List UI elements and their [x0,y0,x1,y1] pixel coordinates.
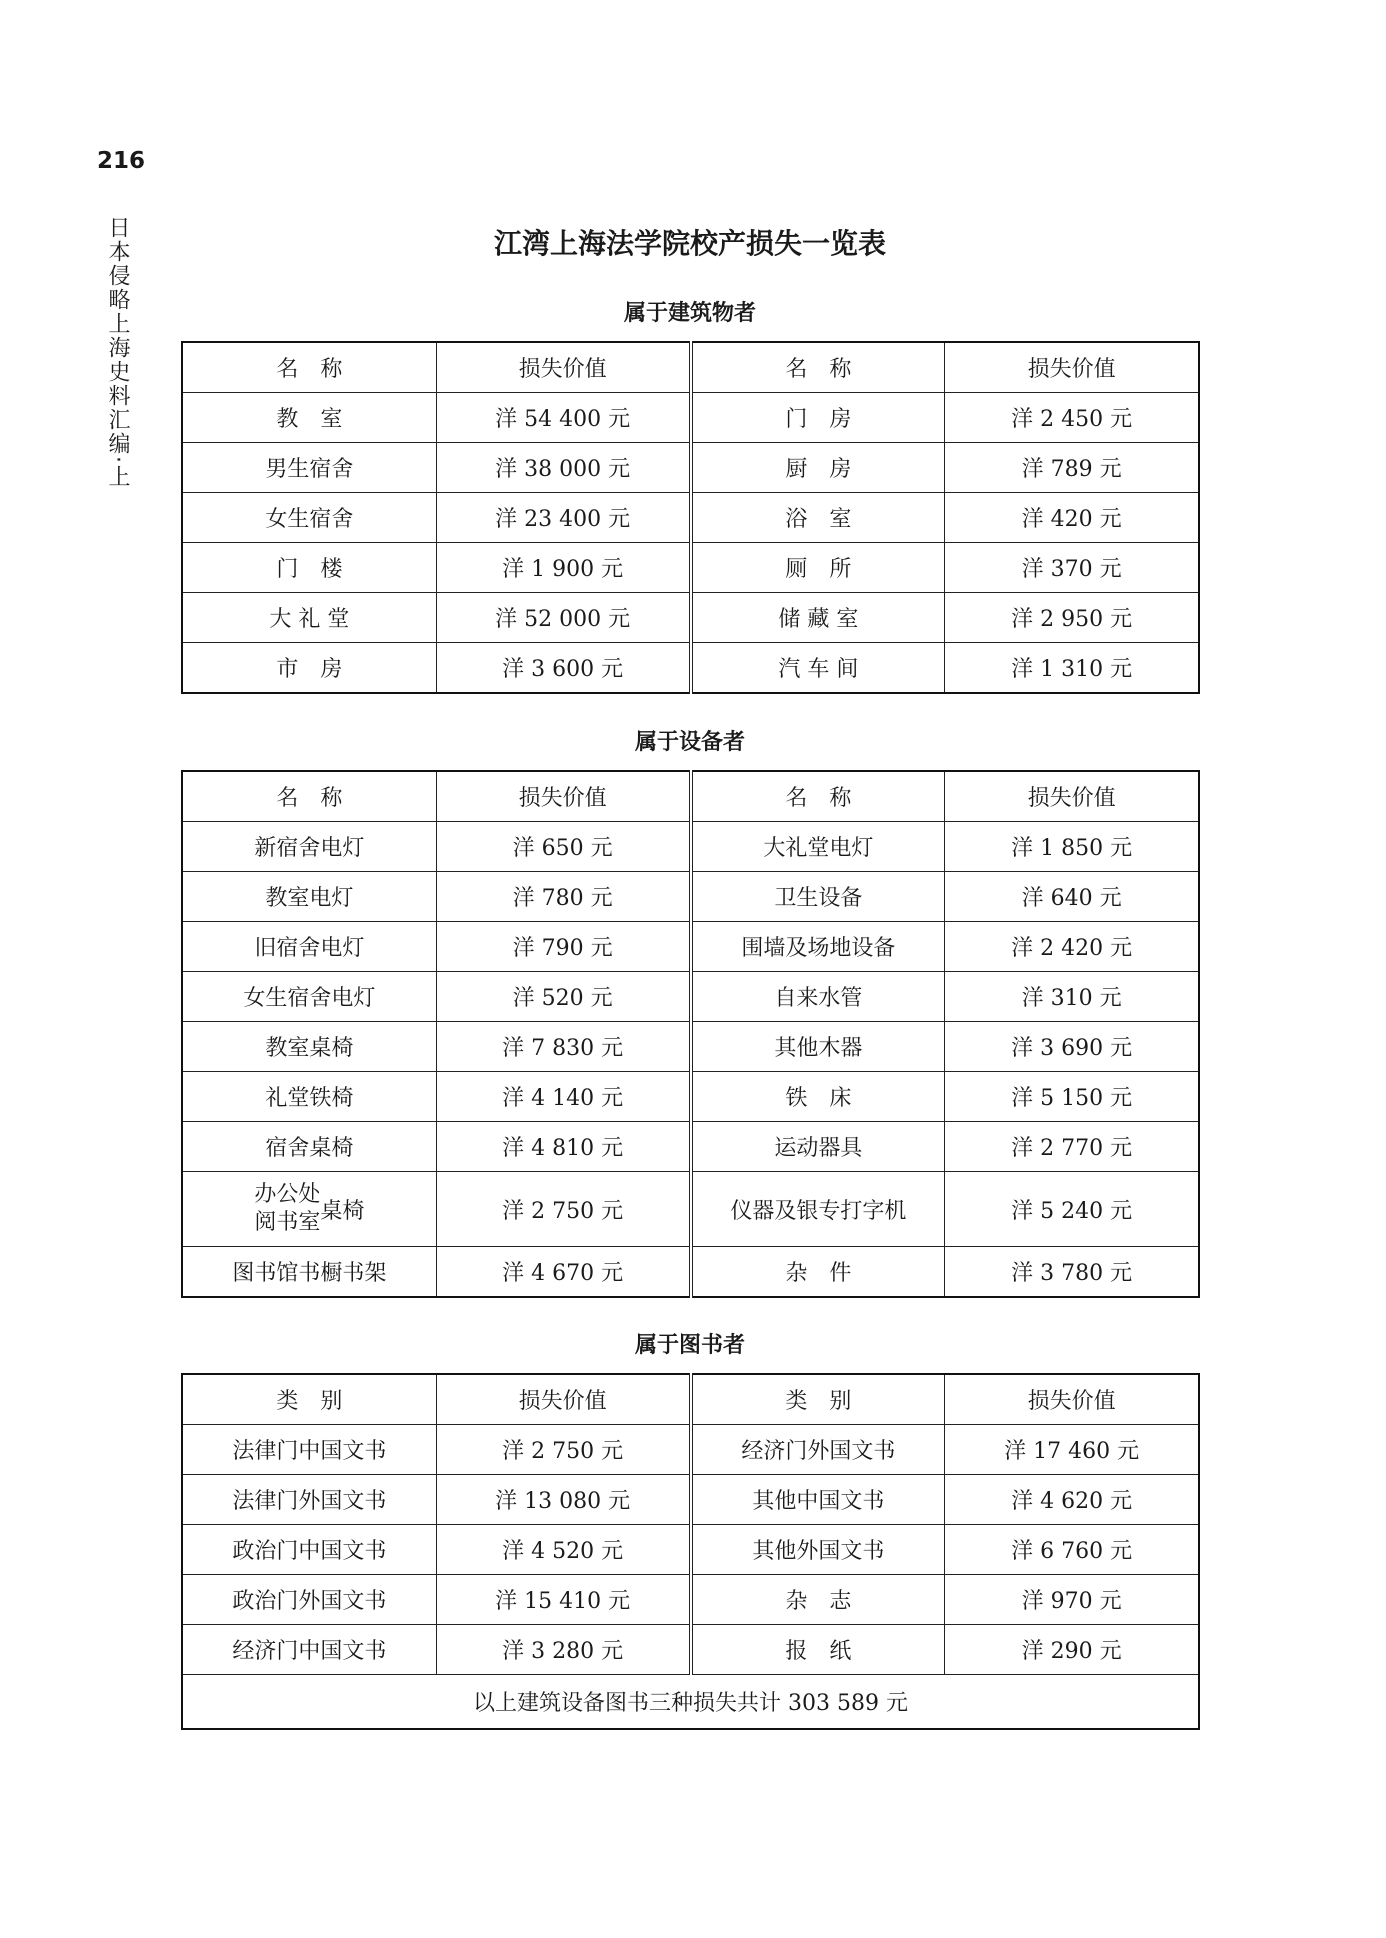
loss-value: 洋 780 元 [436,872,690,922]
table-row [182,643,1199,694]
combo-suffix: 桌椅 [320,1198,365,1224]
item-name: 女生宿舍电灯 [182,972,436,1022]
header-cell: 损失价值 [436,771,690,822]
item-name: 围墙及场地设备 [691,922,945,972]
item-name: 大 礼 堂 [182,593,436,643]
item-name: 门 房 [691,393,945,443]
header-cell: 损失价值 [945,1374,1199,1425]
loss-value: 洋 54 400 元 [436,393,690,443]
item-name: 铁 床 [691,1072,945,1122]
loss-value: 洋 6 760 元 [945,1525,1199,1575]
item-name: 门 楼 [182,543,436,593]
loss-value: 洋 2 750 元 [436,1425,690,1475]
section-title-buildings: 属于建筑物者 [623,301,756,326]
item-name: 旧宿舍电灯 [182,922,436,972]
item-name: 政治门中国文书 [182,1525,436,1575]
item-name: 其他中国文书 [691,1475,945,1525]
combo-line-2: 阅书室 [254,1210,321,1235]
loss-value: 洋 5 150 元 [945,1072,1199,1122]
loss-value: 洋 3 600 元 [436,643,690,694]
table-row [182,1625,1199,1675]
loss-value: 洋 1 310 元 [945,643,1199,694]
item-name: 女生宿舍 [182,493,436,543]
equipment-table [181,770,1200,1298]
table-header-row [182,1374,1199,1425]
table-row [182,443,1199,493]
item-name: 其他外国文书 [691,1525,945,1575]
table-row [182,1475,1199,1525]
header-cell: 名 称 [182,342,436,393]
loss-value: 洋 420 元 [945,493,1199,543]
header-cell: 名 称 [691,342,945,393]
loss-value: 洋 2 950 元 [945,593,1199,643]
item-name: 浴 室 [691,493,945,543]
page-number: 216 [97,148,146,174]
loss-value: 洋 310 元 [945,972,1199,1022]
loss-value: 洋 640 元 [945,872,1199,922]
loss-value: 洋 789 元 [945,443,1199,493]
item-name: 教室桌椅 [182,1022,436,1072]
loss-value: 洋 1 900 元 [436,543,690,593]
section-title-books: 属于图书者 [634,1333,745,1358]
loss-value: 洋 4 140 元 [436,1072,690,1122]
item-name: 男生宿舍 [182,443,436,493]
table-row [182,1022,1199,1072]
loss-value: 洋 970 元 [945,1575,1199,1625]
table-row [182,1072,1199,1122]
item-name: 杂 志 [691,1575,945,1625]
item-name: 图书馆书橱书架 [182,1247,436,1298]
loss-value: 洋 4 670 元 [436,1247,690,1298]
table-header-row [182,771,1199,822]
combo-line-1: 办公处 [254,1182,321,1207]
item-name: 教室电灯 [182,872,436,922]
loss-value: 洋 4 810 元 [436,1122,690,1172]
loss-value: 洋 2 420 元 [945,922,1199,972]
loss-value: 洋 1 850 元 [945,822,1199,872]
header-cell: 名 称 [182,771,436,822]
loss-value: 洋 17 460 元 [945,1425,1199,1475]
document-title: 江湾上海法学院校产损失一览表 [493,227,886,260]
item-name: 市 房 [182,643,436,694]
header-cell: 损失价值 [436,1374,690,1425]
item-name-combo [182,1172,436,1247]
book-title: 日本侵略上海史料汇编·上 [105,216,130,489]
loss-value: 洋 520 元 [436,972,690,1022]
item-name: 法律门外国文书 [182,1475,436,1525]
table-row [182,822,1199,872]
table-row [182,1122,1199,1172]
item-name: 经济门外国文书 [691,1425,945,1475]
table-row [182,1425,1199,1475]
loss-value: 洋 4 620 元 [945,1475,1199,1525]
loss-value: 洋 15 410 元 [436,1575,690,1625]
table-row [182,1525,1199,1575]
loss-value: 洋 13 080 元 [436,1475,690,1525]
table-header-row [182,342,1199,393]
loss-value: 洋 3 690 元 [945,1022,1199,1072]
loss-value: 洋 2 450 元 [945,393,1199,443]
table-row [182,1575,1199,1625]
table-row [182,1172,1199,1247]
item-name: 新宿舍电灯 [182,822,436,872]
section-title-equipment: 属于设备者 [634,730,745,755]
table-row [182,972,1199,1022]
item-name: 汽 车 间 [691,643,945,694]
table-row [182,1247,1199,1298]
loss-value: 洋 38 000 元 [436,443,690,493]
table-row [182,493,1199,543]
item-name: 礼堂铁椅 [182,1072,436,1122]
loss-value: 洋 2 770 元 [945,1122,1199,1172]
table-row [182,543,1199,593]
loss-value: 洋 370 元 [945,543,1199,593]
table-row [182,593,1199,643]
loss-value: 洋 52 000 元 [436,593,690,643]
loss-value: 洋 290 元 [945,1625,1199,1675]
loss-value: 洋 2 750 元 [436,1172,690,1247]
item-name: 报 纸 [691,1625,945,1675]
table-row [182,393,1199,443]
item-name: 仪器及银专打字机 [691,1172,945,1247]
item-name: 其他木器 [691,1022,945,1072]
item-name: 厨 房 [691,443,945,493]
item-name: 经济门中国文书 [182,1625,436,1675]
loss-value: 洋 23 400 元 [436,493,690,543]
table-row [182,922,1199,972]
item-name: 教 室 [182,393,436,443]
books-table [181,1373,1200,1730]
loss-value: 洋 3 280 元 [436,1625,690,1675]
table-row [182,872,1199,922]
loss-value: 洋 4 520 元 [436,1525,690,1575]
item-name: 厕 所 [691,543,945,593]
header-cell: 损失价值 [436,342,690,393]
loss-value: 洋 5 240 元 [945,1172,1199,1247]
item-name: 法律门中国文书 [182,1425,436,1475]
item-name: 宿舍桌椅 [182,1122,436,1172]
item-name: 杂 件 [691,1247,945,1298]
item-name: 运动器具 [691,1122,945,1172]
item-name: 大礼堂电灯 [691,822,945,872]
item-name: 卫生设备 [691,872,945,922]
item-name: 储 藏 室 [691,593,945,643]
header-cell: 损失价值 [945,342,1199,393]
loss-value: 洋 7 830 元 [436,1022,690,1072]
item-name: 自来水管 [691,972,945,1022]
loss-value: 洋 790 元 [436,922,690,972]
loss-value: 洋 650 元 [436,822,690,872]
header-cell: 类 别 [182,1374,436,1425]
loss-value: 洋 3 780 元 [945,1247,1199,1298]
header-cell: 损失价值 [945,771,1199,822]
buildings-table [181,341,1200,694]
total-row [182,1675,1199,1730]
total-cell: 以上建筑设备图书三种损失共计 303 589 元 [182,1675,1199,1730]
item-name: 政治门外国文书 [182,1575,436,1625]
header-cell: 类 别 [691,1374,945,1425]
header-cell: 名 称 [691,771,945,822]
